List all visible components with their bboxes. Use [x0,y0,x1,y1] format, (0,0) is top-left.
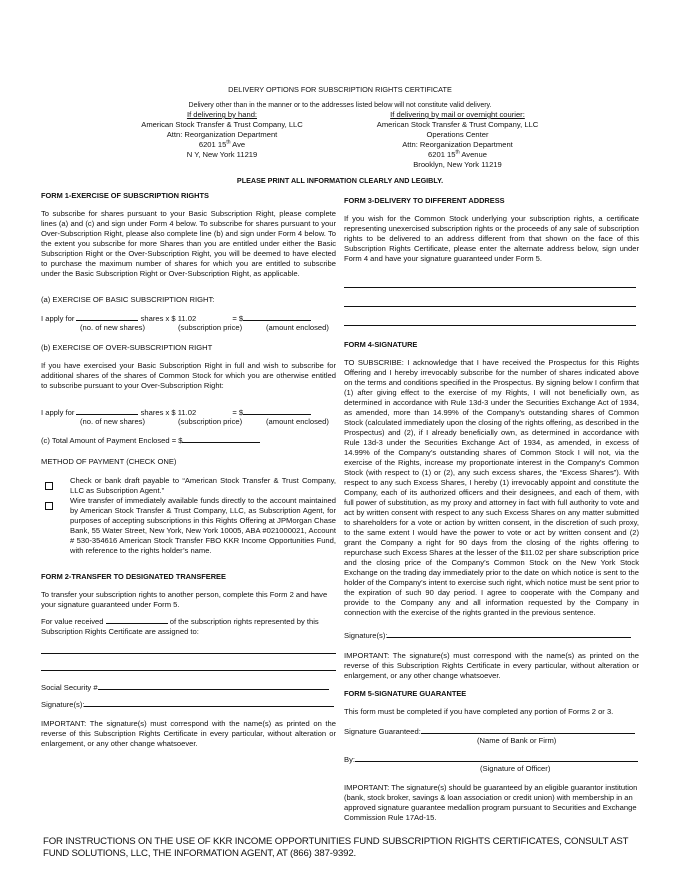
check-option-text: Check or bank draft payable to “American Stock Transfer & Trust Company, LLC as Subscription Agent.” [70,476,336,495]
basic-amount-field[interactable] [243,320,311,321]
cap-amount: (amount enclosed) [266,417,329,426]
mail-line: 6201 15th Avenue [428,149,487,159]
form5-text: This form must be completed if you have completed any portion of Forms 2 or 3. [344,707,614,716]
delivery-subtitle: Delivery other than in the manner or to the addresses listed below will not constitute valid delivery. [188,102,492,109]
mail-line: Brooklyn, New York 11219 [413,160,502,169]
bank-caption: (Name of Bank or Firm) [477,736,557,745]
form3-heading: FORM 3-DELIVERY TO DIFFERENT ADDRESS [344,196,505,205]
mail-line: Operations Center [426,130,489,139]
basic-right-label: (a) EXERCISE OF BASIC SUBSCRIPTION RIGHT: [41,295,215,304]
by-label: By: [344,755,355,764]
value-received-text: For value received of the subscription rights represented by this Subscription Rights Certificate are assigned to: [41,617,319,636]
hand-heading: If delivering by hand: [186,110,258,119]
cap-shares: (no. of new shares) [80,417,145,426]
cap-shares: (no. of new shares) [80,323,145,332]
over-amount-field[interactable] [243,414,311,415]
form2-important: IMPORTANT: The signature(s) must correspond with the name(s) as printed on the reverse of this Subscription Rights Certificate in every particular, without alteration or enlargement, or any other change whatsoever. [41,719,336,748]
hand-line: N Y, New York 11219 [186,150,258,159]
over-right-text: If you have exercised your Basic Subscription Right in full and wish to subscribe for additional shares of the shares of Common Stock for which you are otherwise entitled to subscribe pursuant to your Over-Subscription Right: [41,361,336,390]
apply-for-label: I apply for [41,314,75,323]
cap-price: (subscription price) [178,323,243,332]
form3-text: If you wish for the Common Stock underlying your subscription rights, a certificate representing unexercised subscription rights or the proceeds of any sale of subscription rights to be delivered to an address different from that shown on the face of this Subscription Rights Certificate, please enter the alternate address below, sign under Form 4 and have your signature guaranteed under Form 5. [344,214,639,263]
over-shares-field[interactable] [76,414,138,415]
address-line[interactable] [344,325,636,326]
total-payment-field[interactable] [182,442,260,443]
mail-line: American Stock Transfer & Trust Company, LLC [376,120,539,129]
form4-sig-field[interactable] [387,637,631,638]
wire-option-text: Wire transfer of immediately available funds directly to the account maintained by American Stock Transfer & Trust Company, LLC, as Subscription Agent, for purposes of accepting subscriptions in this Rights Offering at JPMorgan Chase Bank, 55 Water Street, New York, New York 10005, ABA #021000021, Account # 530-354616 American Stock Transfer FBO KKR Income Opportunities Fund, with reference to the rights holder’s name. [70,496,336,555]
assignee-line[interactable] [41,670,336,671]
hand-line: American Stock Transfer & Trust Company, LLC [141,120,303,129]
sig-guaranteed-label: Signature Guaranteed: [344,727,421,736]
ssn-row [41,683,329,693]
form1-heading: FORM 1-EXERCISE OF SUBSCRIPTION RIGHTS [41,191,209,200]
over-right-label: (b) EXERCISE OF OVER-SUBSCRIPTION RIGHT [41,343,213,352]
cap-price: (subscription price) [178,417,243,426]
wire-option-checkbox[interactable] [45,497,53,515]
cap-amount: (amount enclosed) [266,323,329,332]
form2-intro: To transfer your subscription rights to another person, complete this Form 2 and have your signature guaranteed under Form 5. [41,590,328,609]
page-title: DELIVERY OPTIONS FOR SUBSCRIPTION RIGHTS CERTIFICATE [228,85,452,94]
form1-intro: To subscribe for shares pursuant to your Basic Subscription Right, please complete lines (a) and (c) and sign under Form 4 below. To subscribe for shares pursuant to your Over-Subscription Right, please also complete line (b) and sign under Form 4 below. To the extent you subscribe for more Shares than you are entitled under either the Basic Subscription Right or the Over-Subscription Right, you will be deemed to have elected to purchase the maximum number of shares for which you are entitled to subscribe under the Basic Subscription Right or Over-Subscription Right, as applicable. [41,209,336,278]
officer-sig-field[interactable] [355,761,638,762]
hand-delivery-block [122,110,322,160]
ssn-label: Social Security # [41,683,98,692]
form5-important: IMPORTANT: The signature(s) should be guaranteed by an eligible guarantor institution (bank, stock broker, savings & loan association or credit union) with membership in an approved signature guarantee medallion program pursuant to Securities and Exchange Commission Rule 17Ad-15. [344,783,638,822]
form5-heading: FORM 5-SIGNATURE GUARANTEE [344,689,467,698]
form4-sig-label: Signature(s): [344,631,388,640]
equals-label: = $ [232,314,244,323]
form4-text: TO SUBSCRIBE: I acknowledge that I have received the Prospectus for this Rights Offering and I hereby irrevocably subscribe for the number of shares indicated above on the terms and conditions specified in the Prospectus. By signing below I confirm that (1) after giving effect to the exercise of my Rights, I will not beneficially own, as determined in accordance with Rule 13d-3 under the Securities Exchange Act of 1934, as amended, more than 14.99% of the Company’s outstanding shares of Common Stock (calculated immediately upon the closing of the rights offering, as described in the Prospectus) and (2), if I already beneficially own, as determined in accordance with Rule 13d-3 under the Securities Exchange Act of 1934, as amended, in excess of 14.99% of the Company’s outstanding shares of Common Stock I will not, via the exercise of the Rights, increase my proportionate interest in the Company’s Common Stock (with respect to (1) or (2), any such excess shares, the “Excess Shares”). With respect to any such Excess Shares, I hereby (1) irrevocably appoint and constitute the Company, each of its authorized officers and their designees, and each of them, with full power of substitution, as my proxy and attorney in fact with full authority to vote and act by written consent with respect to any such Excess Shares on any matter submitted to shareholders for a vote or action by written consent, in the discretion of such proxy, to the same extent I would have the power to vote or act by written consent and (2) grant the Company a right for 90 days from the closing of the rights offering to repurchase such Excess Shares at the lesser of the $11.02 per share subscription price and the closing price of the Company’s Common Stock on the New York Stock Exchange on the trading day immediately prior to the date on which notice is sent to the holder of the Company’s intent to exercise such right, which notice must be sent prior to the expiration of such 90 day period. I agree to cooperate with the Company and provide to the Company any and all information requested by the Company in connection with the exercise of the rights granted in the previous sentence. [344,358,639,617]
assignee-line[interactable] [41,653,336,654]
hand-line: Attn: Reorganization Department [166,130,278,139]
form4-sig-row [344,631,631,641]
form2-heading: FORM 2-TRANSFER TO DESIGNATED TRANSFEREE [41,572,226,581]
apply-for-label: I apply for [41,408,75,417]
mail-line: Attn: Reorganization Department [402,140,513,149]
address-line[interactable] [344,306,636,307]
ssn-field[interactable] [98,689,329,690]
footer-instructions: FOR INSTRUCTIONS ON THE USE OF KKR INCOME OPPORTUNITIES FUND SUBSCRIPTION RIGHTS CERTIFICATES, CONSULT AST FUND SOLUTIONS, LLC, THE INFORMATION AGENT, AT (866) 387-9392. [43,836,629,859]
form4-heading: FORM 4-SIGNATURE [344,340,418,349]
payment-method-label: METHOD OF PAYMENT (CHECK ONE) [41,457,177,466]
equals-label: = $ [232,408,244,417]
form4-important: IMPORTANT: The signature(s) must correspond with the name(s) as printed on the reverse of this Subscription Rights Certificate in every particular, without alteration or enlargement, or any other change whatsoever. [344,651,639,680]
form2-sig-label: Signature(s): [41,700,85,709]
basic-shares-field[interactable] [76,320,138,321]
check-option-checkbox[interactable] [45,477,53,495]
mail-delivery-block [350,110,565,170]
print-notice: PLEASE PRINT ALL INFORMATION CLEARLY AND LEGIBLY. [236,176,444,185]
total-payment-row [41,436,260,446]
hand-line: 6201 15th Ave [198,139,246,149]
form2-sig-row [41,700,334,710]
value-received-field[interactable] [106,623,168,624]
form2-sig-field[interactable] [84,706,334,707]
shares-x-label: shares x $ 11.02 [140,408,197,417]
total-payment-label: (c) Total Amount of Payment Enclosed = $ [41,436,183,445]
shares-x-label: shares x $ 11.02 [140,314,197,323]
sig-guaranteed-field[interactable] [421,733,635,734]
mail-heading: If delivering by mail or overnight courier: [390,110,525,119]
officer-caption: (Signature of Officer) [480,764,551,773]
address-line[interactable] [344,287,636,288]
